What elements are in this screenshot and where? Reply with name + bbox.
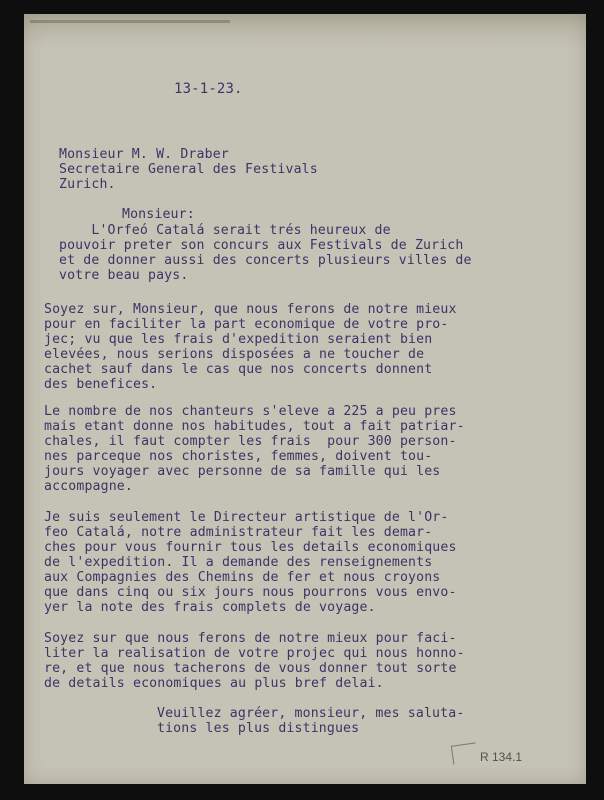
- paragraph-2: Soyez sur, Monsieur, que nous ferons de notre mieux pour en faciliter la part economique de votre pro- jec; vu que les frais d'expedition seraient bien elevées, nous serions disposées a ne toucher de cachet sauf dans le cas que nos concerts donnent des benefices.: [44, 302, 457, 392]
- paragraph-4: Je suis seulement le Directeur artistique de l'Or- feo Catalá, notre administrateur fait les demar- ches pour vous fournir tous les details economiques de l'expedition. Il a demande des renseignements aux Compagnies des Chemins de fer et nous croyons que dans cinq ou six jours nous pourrons vous envo- yer la note des frais complets de voyage.: [44, 510, 457, 615]
- paragraph-3: Le nombre de nos chanteurs s'eleve a 225 a peu pres mais etant donne nos habitudes, tout a fait patriar- chales, il faut compter les frais pour 300 person- nes parceque nos choristes, femmes, doivent tou- jours voyager avec personne de sa famille qui les accompagne.: [44, 404, 465, 494]
- pencil-mark: [451, 742, 478, 764]
- paragraph-5: Soyez sur que nous ferons de notre mieux pour faci- liter la realisation de votre projec qui nous honno- re, et que nous tacherons de vous donner tout sorte de details economiques au plus bref delai.: [44, 631, 465, 691]
- paragraph-1: L'Orfeó Catalá serait trés heureux de pouvoir preter son concurs aux Festivals de Zurich et de donner aussi des concerts plusieurs villes de votre beau pays.: [59, 223, 472, 283]
- closing-formula: Veuillez agréer, monsieur, mes saluta- tions les plus distingues: [157, 706, 465, 736]
- archive-reference: R 134.1: [480, 750, 523, 764]
- letter-date: 13-1-23.: [174, 81, 243, 97]
- recipient-address: Monsieur M. W. Draber Secretaire General des Festivals Zurich.: [59, 147, 318, 192]
- letter-page: [24, 14, 586, 784]
- paper-tear-edge: [30, 20, 230, 23]
- salutation: Monsieur:: [122, 207, 195, 222]
